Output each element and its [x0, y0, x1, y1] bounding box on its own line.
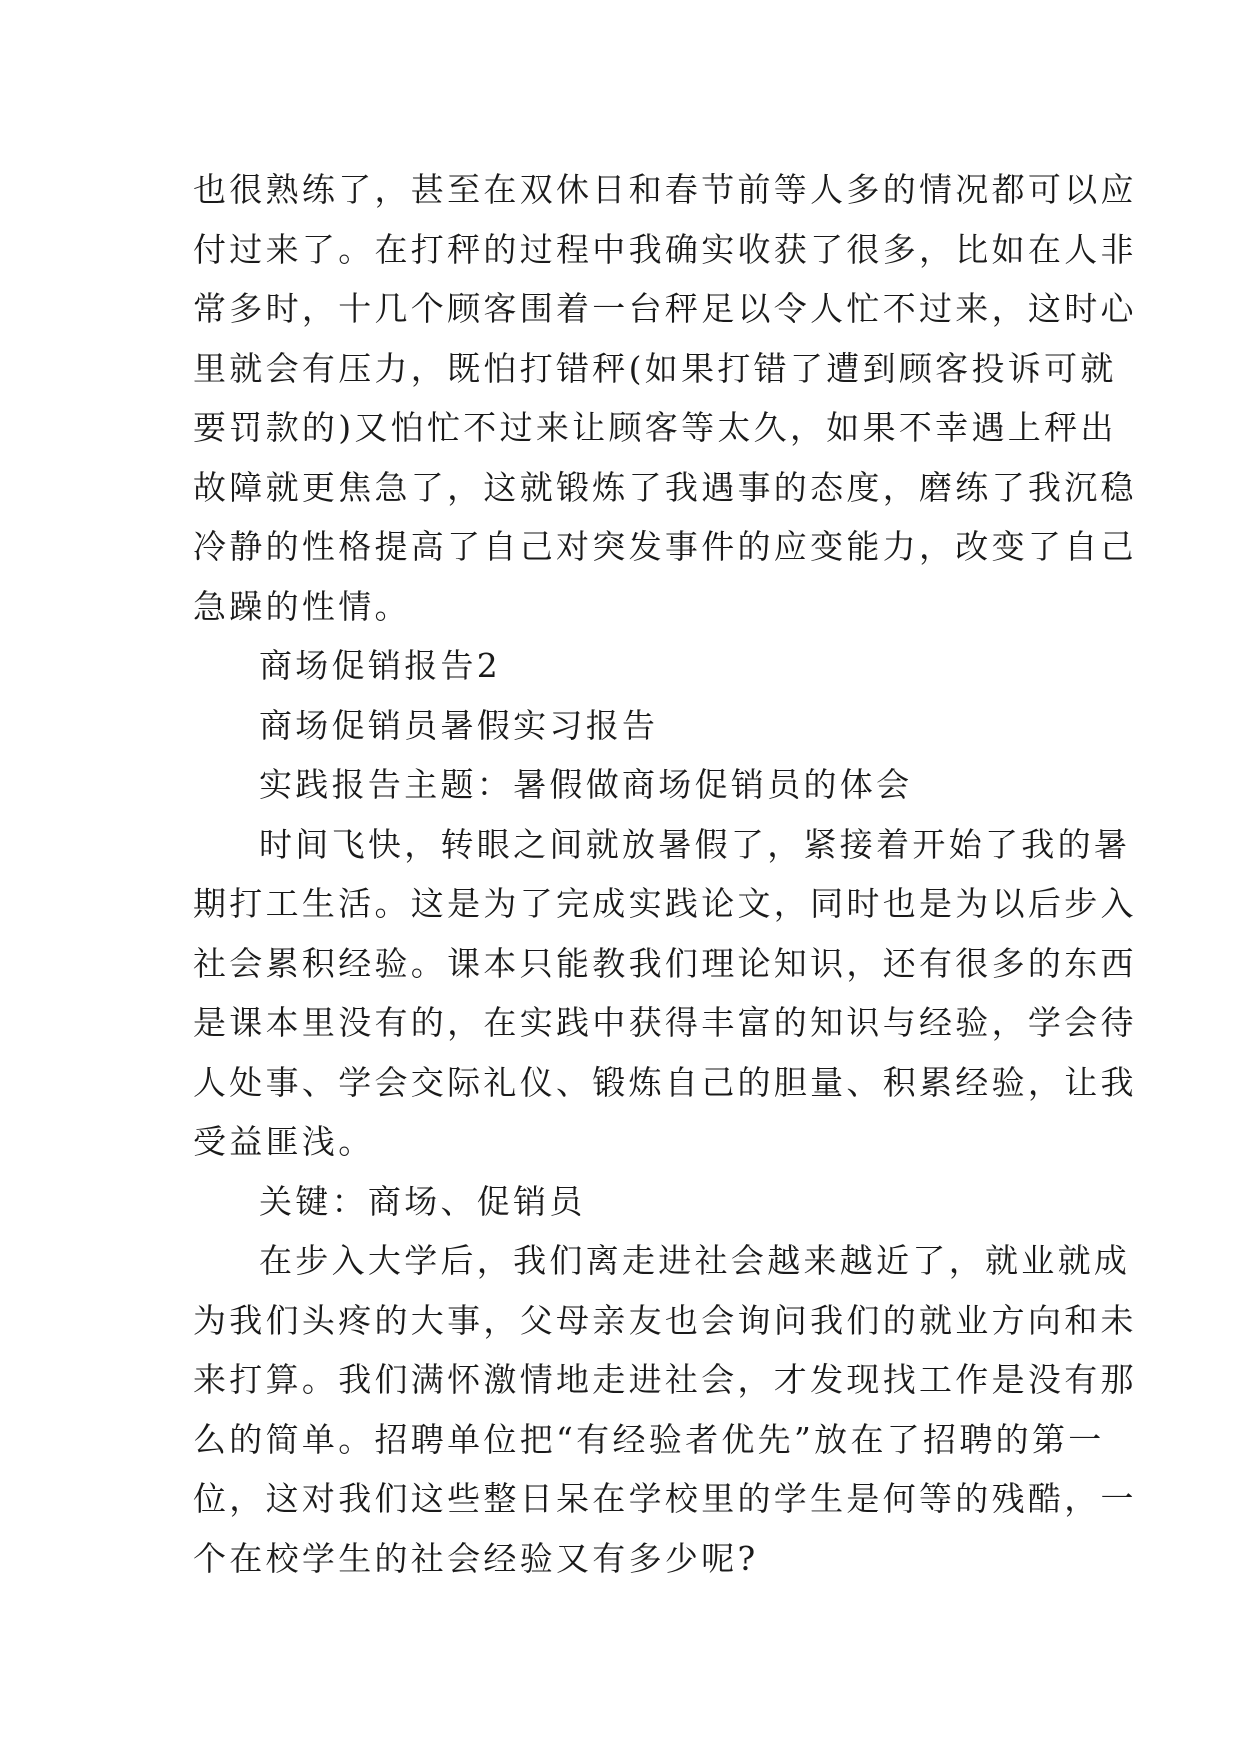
report-theme: 实践报告主题：暑假做商场促销员的体会 [259, 765, 913, 804]
text-line-1: 也很熟练了，甚至在双休日和春节前等人多的情况都可以应 [193, 170, 1137, 209]
text-line-7: 冷静的性格提高了自己对突发事件的应变能力，改变了自己 [193, 527, 1137, 566]
text-line-14: 社会累积经验。课本只能教我们理论知识，还有很多的东西 [193, 943, 1137, 983]
text-line-8: 急躁的性情。 [193, 586, 411, 626]
report-title: 商场促销员暑假实习报告 [259, 705, 659, 745]
text-line-22: 么的简单。招聘单位把“有经验者优先”放在了招聘的第一 [193, 1419, 1105, 1459]
text-line-4: 里就会有压力，既怕打错秤(如果打错了遭到顾客投诉可就 [193, 348, 1117, 388]
text-line-12: 时间飞快，转眼之间就放暑假了，紧接着开始了我的暑 [259, 824, 1131, 864]
document-body [193, 160, 1137, 1588]
text-line-23: 位，这对我们这些整日呆在学校里的学生是何等的残酷，一 [193, 1479, 1137, 1518]
text-line-20: 为我们头疼的大事，父母亲友也会询问我们的就业方向和未 [193, 1300, 1137, 1340]
text-line-16: 人处事、学会交际礼仪、锻炼自己的胆量、积累经验，让我 [193, 1062, 1137, 1102]
text-line-19: 在步入大学后，我们离走进社会越来越近了，就业就成 [259, 1241, 1131, 1280]
text-line-15: 是课本里没有的，在实践中获得丰富的知识与经验，学会待 [193, 1003, 1137, 1042]
text-line-13: 期打工生活。这是为了完成实践论文，同时也是为以后步入 [193, 884, 1137, 923]
text-line-6: 故障就更焦急了，这就锻炼了我遇事的态度，磨练了我沉稳 [193, 467, 1137, 507]
text-line-2: 付过来了。在打秤的过程中我确实收获了很多，比如在人非 [193, 229, 1137, 269]
section-heading: 商场促销报告2 [259, 646, 502, 685]
text-line-21: 来打算。我们满怀激情地走进社会，才发现找工作是没有那 [193, 1360, 1137, 1399]
text-line-3: 常多时，十几个顾客围着一台秤足以令人忙不过来，这时心 [193, 289, 1137, 328]
keywords-line: 关键：商场、促销员 [259, 1181, 586, 1221]
text-line-5: 要罚款的)又怕忙不过来让顾客等太久，如果不幸遇上秤出 [193, 408, 1117, 447]
text-line-17: 受益匪浅。 [193, 1122, 375, 1161]
text-line-24: 个在校学生的社会经验又有多少呢? [193, 1538, 759, 1578]
